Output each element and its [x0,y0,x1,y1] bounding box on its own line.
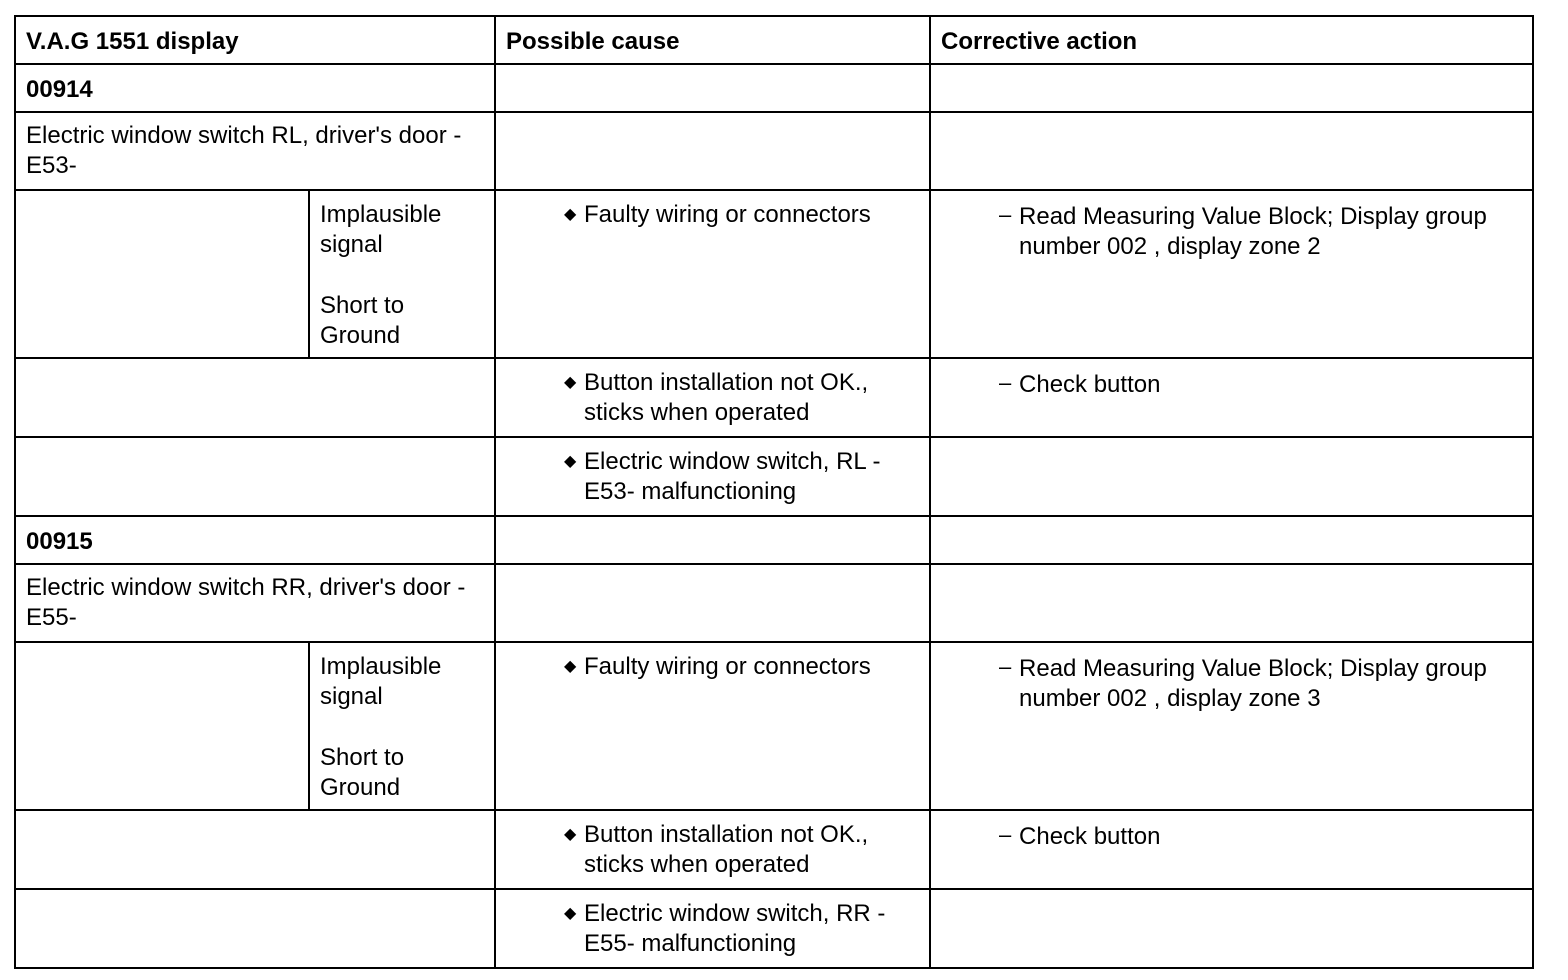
symptom-short-to-ground: Short to Ground [320,292,405,349]
empty-cell [930,516,1533,564]
cause-text: Electric window switch, RR -E55- malfunctioning [584,900,886,957]
header-row [15,16,1533,64]
bullet-icon: ◆ [564,905,577,922]
cause-text: Faulty wiring or connectors [584,653,871,680]
button-row [15,810,1533,889]
empty-cell [930,64,1533,112]
empty-cell [930,889,1533,968]
symptom-short-to-ground: Short to Ground [320,744,405,801]
empty-cell [15,190,309,358]
fault-code-row [15,64,1533,112]
cause-text: Button installation not OK., sticks when operated [584,821,869,878]
cause-text: Faulty wiring or connectors [584,201,871,228]
action-cell [930,190,1533,358]
action-text: Check button [1019,371,1161,398]
fault-code: 00915 [15,516,495,564]
symptom-cell [309,642,495,810]
header-cause: Possible cause [495,16,930,64]
cause-text: Button installation not OK., sticks when operated [584,369,869,426]
malfunction-row [15,889,1533,968]
header-display: V.A.G 1551 display [15,16,495,64]
component-row [15,112,1533,190]
cause-cell [495,358,930,437]
empty-cell [15,358,495,437]
action-cell [930,810,1533,889]
dash-icon: – [999,822,1012,847]
action-text: Check button [1019,823,1161,850]
symptom-implausible: Implausible signal [320,653,442,710]
empty-cell [495,64,930,112]
action-text: Read Measuring Value Block; Display group number 002 , display zone 2 [1019,203,1487,260]
action-cell [930,358,1533,437]
cause-cell [495,889,930,968]
bullet-icon: ◆ [564,206,577,223]
cause-text: Electric window switch, RL -E53- malfunctioning [584,448,881,505]
header-action: Corrective action [930,16,1533,64]
symptom-cell [309,190,495,358]
bullet-icon: ◆ [564,374,577,391]
empty-cell [930,564,1533,642]
empty-cell [15,642,309,810]
empty-cell [15,437,495,516]
symptom-row [15,642,1533,810]
bullet-icon: ◆ [564,658,577,675]
button-row [15,358,1533,437]
action-cell [930,642,1533,810]
fault-code: 00914 [15,64,495,112]
empty-cell [495,564,930,642]
fault-table-page [14,15,1532,966]
empty-cell [495,516,930,564]
cause-cell [495,810,930,889]
malfunction-row [15,437,1533,516]
fault-code-row [15,516,1533,564]
symptom-implausible: Implausible signal [320,201,442,258]
component-name: Electric window switch RL, driver's door -E53- [15,112,495,190]
empty-cell [15,889,495,968]
component-name: Electric window switch RR, driver's door -E55- [15,564,495,642]
cause-cell [495,437,930,516]
dash-icon: – [999,370,1012,395]
bullet-icon: ◆ [564,453,577,470]
action-text: Read Measuring Value Block; Display group number 002 , display zone 3 [1019,655,1487,712]
fault-table [14,15,1534,969]
cause-cell [495,190,930,358]
empty-cell [930,112,1533,190]
cause-cell [495,642,930,810]
symptom-row [15,190,1533,358]
empty-cell [15,810,495,889]
component-row [15,564,1533,642]
dash-icon: – [999,654,1012,679]
dash-icon: – [999,202,1012,227]
empty-cell [930,437,1533,516]
empty-cell [495,112,930,190]
bullet-icon: ◆ [564,826,577,843]
